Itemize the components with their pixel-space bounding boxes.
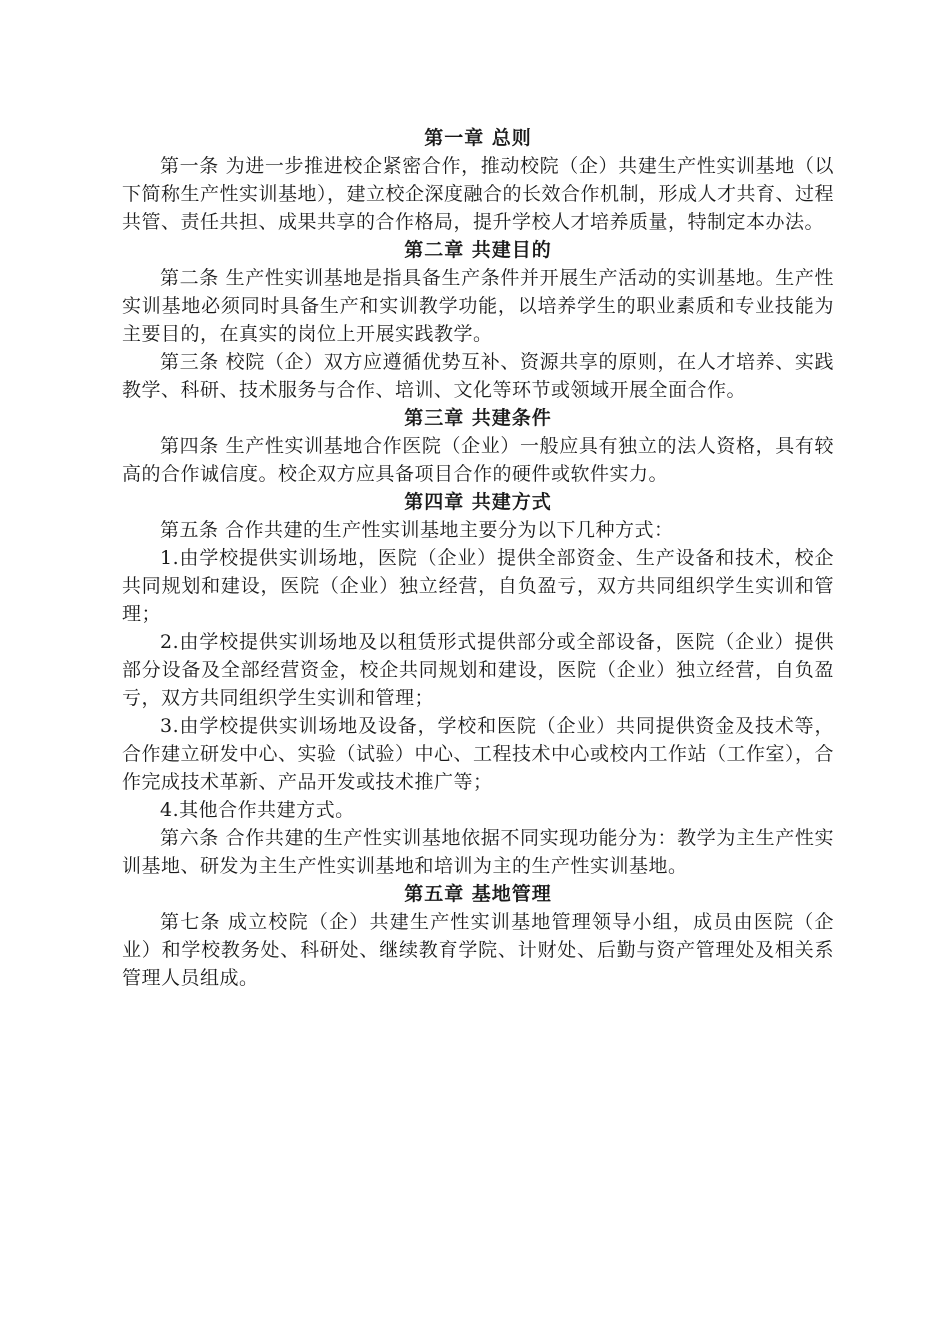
list-item-4: 4.其他合作共建方式。 [160, 799, 355, 821]
chapter-heading-5: 第五章 基地管理 [404, 883, 552, 905]
article-7: 第七条 成立校院（企）共建生产性实训基地管理领导小组，成员由医院（企业）和学校教务处、科研处、继续教育学院、计财处、后勤与资产管理处及相关系管理人员组成。 [122, 911, 834, 989]
list-item-2: 2.由学校提供实训场地及以租赁形式提供部分或全部设备，医院（企业）提供部分设备及全部经营资金，校企共同规划和建设，医院（企业）独立经营，自负盈亏，双方共同组织学生实训和管理； [122, 631, 834, 709]
chapter-heading-1: 第一章 总则 [424, 127, 532, 149]
article-4: 第四条 生产性实训基地合作医院（企业）一般应具有独立的法人资格，具有较高的合作诚信度。校企双方应具备项目合作的硬件或软件实力。 [122, 435, 834, 485]
list-item-3: 3.由学校提供实训场地及设备，学校和医院（企业）共同提供资金及技术等，合作建立研发中心、实验（试验）中心、工程技术中心或校内工作站（工作室），合作完成技术革新、产品开发或技术推广等； [122, 715, 835, 793]
article-6: 第六条 合作共建的生产性实训基地依据不同实现功能分为：教学为主生产性实训基地、研发为主生产性实训基地和培训为主的生产性实训基地。 [122, 827, 834, 877]
article-3: 第三条 校院（企）双方应遵循优势互补、资源共享的原则，在人才培养、实践教学、科研、技术服务与合作、培训、文化等环节或领域开展全面合作。 [122, 351, 834, 401]
article-2: 第二条 生产性实训基地是指具备生产条件并开展生产活动的实训基地。生产性实训基地必须同时具备生产和实训教学功能，以培养学生的职业素质和专业技能为主要目的，在真实的岗位上开展实践教学。 [122, 267, 834, 345]
list-item-1: 1.由学校提供实训场地，医院（企业）提供全部资金、生产设备和技术，校企共同规划和建设，医院（企业）独立经营，自负盈亏，双方共同组织学生实训和管理； [122, 547, 834, 625]
document-page [122, 124, 834, 992]
chapter-heading-3: 第三章 共建条件 [404, 407, 552, 429]
article-5: 第五条 合作共建的生产性实训基地主要分为以下几种方式： [160, 519, 674, 541]
chapter-heading-4: 第四章 共建方式 [404, 491, 552, 513]
article-1: 第一条 为进一步推进校企紧密合作，推动校院（企）共建生产性实训基地（以下简称生产性实训基地），建立校企深度融合的长效合作机制，形成人才共育、过程共管、责任共担、成果共享的合作格局，提升学校人才培养质量，特制定本办法。 [122, 155, 835, 233]
chapter-heading-2: 第二章 共建目的 [404, 239, 552, 261]
